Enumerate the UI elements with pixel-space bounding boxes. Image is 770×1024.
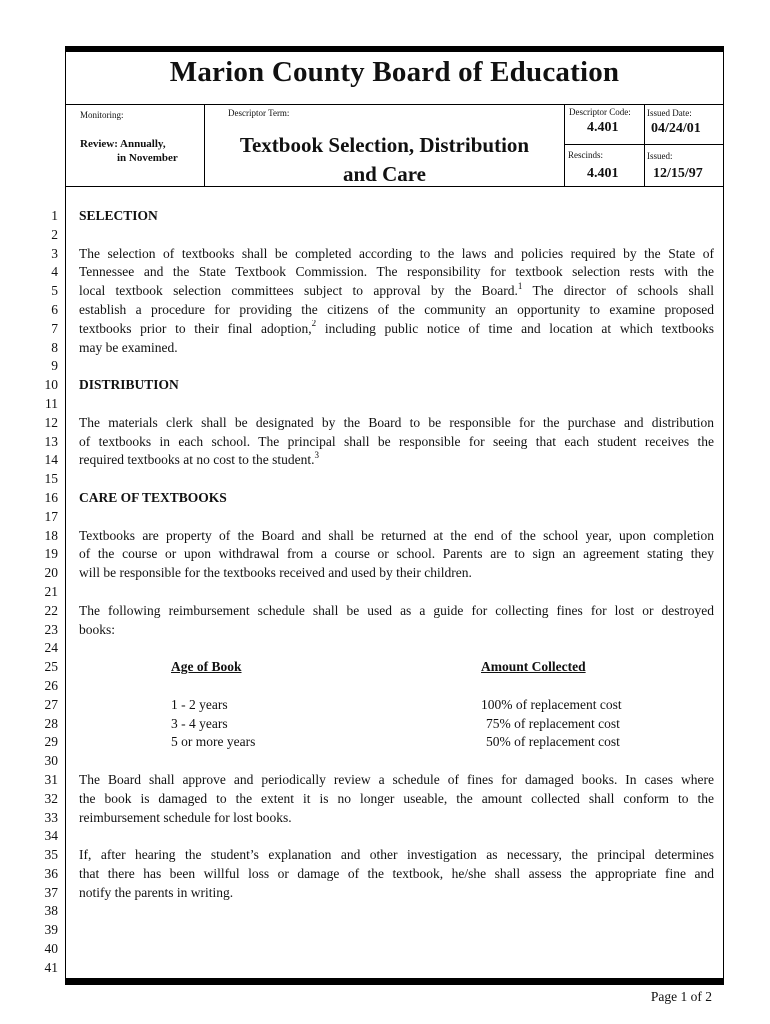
schedule-row (79, 696, 714, 715)
schedule-age: 1 - 2 years (171, 696, 228, 712)
schedule-row (79, 715, 714, 734)
line-number: 30 (44, 753, 58, 769)
line-number: 5 (51, 283, 58, 299)
distribution-line (79, 451, 714, 470)
distribution-line: of textbooks in each school. The principal shall be responsible for seeing that each student receives the (79, 433, 714, 449)
line-number: 32 (44, 790, 58, 806)
schedule-col-amount-header: Amount Collected (481, 659, 586, 675)
footnote-ref: 3 (314, 449, 319, 460)
blank-line (79, 583, 714, 602)
blank-line (79, 639, 714, 658)
line-numbers (30, 207, 58, 978)
line-number: 23 (44, 621, 58, 637)
bottom-rule (65, 978, 724, 985)
damaged-line: the book is damaged to the extent it is no longer useable, the amount collected shall conform to the (79, 790, 714, 806)
line-number: 2 (51, 226, 58, 242)
schedule-row (79, 733, 714, 752)
line-number: 15 (44, 471, 58, 487)
schedule-age: 3 - 4 years (171, 715, 228, 731)
top-rule (65, 46, 724, 52)
section-heading-selection: SELECTION (79, 208, 158, 223)
blank-line (79, 357, 714, 376)
line-number: 38 (44, 903, 58, 919)
line-number: 25 (44, 659, 58, 675)
line-number: 27 (44, 696, 58, 712)
header-divider-2 (564, 104, 565, 186)
care-line: of the course or upon withdrawal from a course or school. Parents are to sign an agreement stating they (79, 546, 714, 562)
section-heading-distribution: DISTRIBUTION (79, 377, 179, 393)
issued-date-label: Issued Date: (647, 108, 692, 118)
line-number: 21 (44, 583, 58, 599)
document-title (205, 131, 564, 189)
line-number: 13 (44, 433, 58, 449)
damaged-line: reimbursement schedule for lost books. (79, 809, 292, 825)
header-divider-3 (644, 104, 645, 186)
investigation-line: that there has been willful loss or damage of the textbook, he/she shall assess the appropriate fine and (79, 865, 714, 881)
schedule-amount: 75% of replacement cost (486, 715, 620, 731)
blank-line (79, 677, 714, 696)
line-number: 28 (44, 715, 58, 731)
header-rule-top (65, 104, 724, 105)
line-number: 29 (44, 734, 58, 750)
line-number: 17 (44, 508, 58, 524)
descriptor-code-label: Descriptor Code: (569, 107, 631, 117)
damaged-line: The Board shall approve and periodically review a schedule of fines for damaged books. In cases where (79, 771, 714, 787)
schedule-header-row (79, 658, 714, 677)
schedule-amount: 100% of replacement cost (481, 696, 622, 712)
selection-line (79, 320, 714, 339)
selection-text: local textbook selection committees subject to approval by the Board. (79, 283, 518, 299)
document-title-line-2: and Care (342, 162, 427, 186)
line-number: 31 (44, 771, 58, 787)
selection-line (79, 282, 714, 301)
investigation-line: notify the parents in writing. (79, 884, 234, 900)
line-number: 24 (44, 640, 58, 656)
distribution-line: The materials clerk shall be designated by the Board to be responsible for the purchase and distribution (79, 414, 714, 430)
line-number: 37 (44, 884, 58, 900)
descriptor-term-label: Descriptor Term: (228, 108, 290, 118)
selection-line: may be examined. (79, 339, 178, 355)
line-number: 3 (51, 245, 58, 261)
reimburse-line: The following reimbursement schedule shall be used as a guide for collecting fines for lost or destroyed (79, 602, 714, 618)
blank-line (79, 470, 714, 489)
line-number: 9 (51, 358, 58, 374)
schedule-amount: 50% of replacement cost (486, 734, 620, 750)
reimburse-line: books: (79, 621, 116, 637)
line-number: 8 (51, 339, 58, 355)
line-number: 16 (44, 489, 58, 505)
line-number: 4 (51, 264, 58, 280)
line-number: 19 (44, 546, 58, 562)
review-line-2: in November (117, 152, 178, 164)
line-number: 39 (44, 922, 58, 938)
blank-line (79, 508, 714, 527)
line-number: 22 (44, 602, 58, 618)
blank-line (79, 827, 714, 846)
line-number: 14 (44, 452, 58, 468)
line-number: 41 (44, 959, 58, 975)
descriptor-code: 4.401 (587, 120, 619, 135)
line-number: 1 (51, 208, 58, 223)
schedule-col-age-header: Age of Book (171, 659, 242, 675)
schedule-age: 5 or more years (171, 734, 256, 750)
header-code-rule (564, 144, 724, 145)
line-number: 10 (44, 377, 58, 393)
line-number: 18 (44, 527, 58, 543)
blank-line (79, 752, 714, 771)
line-number: 12 (44, 414, 58, 430)
selection-text: textbooks prior to their final adoption, (79, 320, 312, 336)
selection-text: The director of schools shall (532, 283, 714, 299)
blank-line (79, 395, 714, 414)
care-line: Textbooks are property of the Board and shall be returned at the end of the school year, upon completion (79, 527, 714, 543)
line-number: 11 (45, 395, 58, 411)
line-number: 36 (44, 865, 58, 881)
footnote-ref: 1 (517, 282, 523, 291)
line-number: 7 (51, 320, 58, 336)
page-number: Page 1 of 2 (650, 989, 712, 1004)
policy-body (79, 207, 714, 902)
line-number: 26 (44, 677, 58, 693)
issued-date: 04/24/01 (651, 121, 701, 136)
line-number: 6 (51, 301, 58, 317)
rescinds-label: Rescinds: (568, 150, 603, 160)
line-number: 40 (44, 941, 58, 957)
line-number: 20 (44, 565, 58, 581)
line-number: 33 (44, 809, 58, 825)
care-line: will be responsible for the textbooks received and used by their children. (79, 565, 472, 581)
selection-text: including public notice of time and location at which textbooks (316, 320, 714, 336)
monitoring-label: Monitoring: (80, 110, 124, 120)
investigation-line: If, after hearing the student’s explanation and other investigation as necessary, the principal determines (79, 847, 714, 863)
line-number: 34 (44, 828, 58, 844)
selection-line: establish a procedure for providing the citizens of the community an opportunity to examine proposed (79, 301, 714, 317)
line-number: 35 (44, 847, 58, 863)
footnote-ref: 2 (311, 319, 317, 329)
review-line-1: Review: Annually, (80, 138, 166, 150)
selection-line: The selection of textbooks shall be completed according to the laws and policies required by the State of (79, 245, 714, 261)
blank-line (79, 226, 714, 245)
issued-value: 12/15/97 (653, 166, 703, 181)
rescinds-code: 4.401 (587, 166, 619, 181)
board-title: Marion County Board of Education (169, 56, 620, 88)
issued-label: Issued: (647, 151, 673, 161)
distribution-text: required textbooks at no cost to the student. (79, 452, 315, 468)
document-title-line-1: Textbook Selection, Distribution (239, 133, 530, 157)
section-heading-care: CARE OF TEXTBOOKS (79, 489, 227, 505)
selection-line: Tennessee and the State Textbook Commission. The responsibility for textbook selection rests with the (79, 264, 714, 280)
